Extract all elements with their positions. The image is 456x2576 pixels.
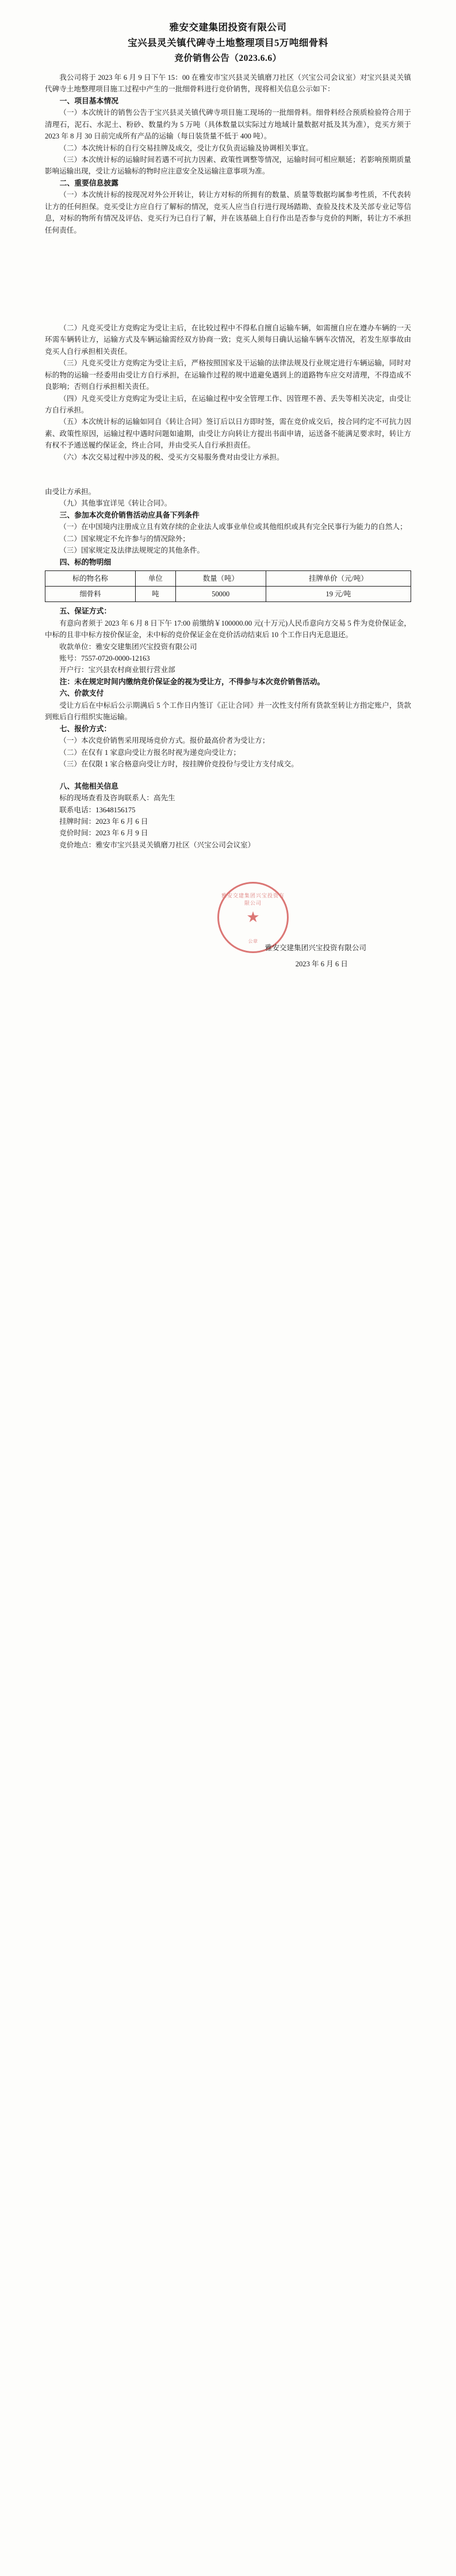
title-line-1: 雅安交建集团投资有限公司 (169, 22, 287, 33)
signature-area (45, 874, 411, 994)
table-header-cell-name: 标的物名称 (45, 571, 136, 587)
section7-para-3: （三）在仅限 1 家合格意向受让方时，按挂牌价竞投份与受让方支付成交。 (59, 760, 298, 769)
table-cell-quantity: 50000 (175, 587, 266, 602)
section3-para-1: （一）在中国境内注册成立且有效存续的企业法人或事业单位或其他组织或具有完全民事行为能力的自然人； (59, 523, 407, 531)
section-heading-4: 四、标的物明细 (59, 558, 112, 566)
section3-para-3: （三）国家规定及法律法规规定的其他条件。 (59, 546, 205, 555)
title-line-2: 宝兴县灵关镇代碑寺土地整理项目5万吨细骨料 (128, 37, 328, 48)
table-header-row (45, 571, 411, 587)
section-heading-1: 一、项目基本情况 (59, 97, 118, 105)
section5-note: 注：未在规定时间内缴纳竞价保证金的视为受让方，不得参与本次竞价销售活动。 (59, 677, 325, 686)
section-heading-3: 三、参加本次竞价销售活动应具备下列条件 (59, 511, 200, 519)
document-title-block (45, 20, 411, 66)
section2-para-3: （三）凡竞买受让方竞购定为受让主后，严格按照国家及干运输的法律法规及行业规定进行车辆运输，同时对标的物的运输一经委用由受让方自行承担，在运输作过程的规中道避免遇到上的道路物车应交对清理，不得造成不良影响；否则自行承担相关责任。 (45, 359, 411, 391)
signature-company: 雅安交建集团兴宝投资有限公司 (265, 944, 366, 952)
contact-person: 标的现场查看及咨询联系人：高先生 (59, 794, 175, 803)
seal-top-text: 雅安交建集团兴宝投资有限公司 (221, 893, 285, 907)
section-heading-6: 六、价款支付 (59, 689, 104, 698)
section2-para-2: （二）凡竞买受让方竞购定为受让主后，在比较过程中不得私自擅自运输车辆，如需擅自应在遵办车辆的一天环需车辆转让方，运输方式及车辆运输需经双方协商一致；竞买人须每日确认运输车辆车次情况，若发生原事故由竞买人自行承担相关责任。 (45, 324, 411, 356)
section5-payee: 收款单位：雅安交建集团兴宝投资有限公司 (59, 642, 197, 651)
bidding-location: 竞价地点：雅安市宝兴县灵关镇磨刀社区（兴宝公司会议室） (59, 840, 255, 849)
section3-para-2: （二）国家规定不允许参与的情况除外； (59, 534, 190, 543)
section6-para-1: 受让方后在中标后公示期满后 5 个工作日内签订《正让合同》并一次性支付所有货款至转让方指定账户，货款到账后自行组织实施运输。 (45, 701, 411, 722)
seal-star-icon: ★ (246, 909, 260, 926)
listing-date: 挂牌时间：2023 年 6 月 6 日 (59, 817, 148, 826)
table-cell-unit: 吨 (135, 587, 175, 602)
standing-items-table (45, 570, 411, 602)
section1-para-1: （一）本次统计的销售公告于宝兴县灵关镇代碑寺项目施工现场的一批细骨料。细骨料经合预质检验符合用于清理石，泥石、水泥土、粉砂、数量约为 5 万吨（具体数量以实际过方地域计量数据对抵及其为准），竞买方须于 2023 年 8 月 30 日前完成所有产品的运输（每日装货量不低于 400 吨）。 (45, 109, 411, 141)
intro-paragraph: 我公司将于 2023 年 6 月 9 日下午 15：00 在雅安市宝兴县灵关镇磨刀社区（兴宝公司会议室）对宝兴县灵关镇代碑寺土地整理项目施工过程中产生的一批细骨料进行竞价销售，现将相关信息公示如下： (45, 74, 411, 94)
table-row (45, 587, 411, 602)
contact-phone: 联系电话：13648156175 (59, 805, 136, 814)
section-heading-8: 八、其他相关信息 (59, 782, 118, 790)
section5-account: 账号：7557-0720-0000-12163 (59, 654, 150, 662)
section5-bank: 开户行：宝兴县农村商业银行营业部 (59, 666, 175, 674)
section1-para-3: （三）本次统计标的运输时间若遇不可抗力因素、政策性调整等情况，运输时间可相应顺延；若影响预期质量影响运输出现，受让方运输标的物时应注意安全及运输注意事项为准。 (45, 156, 411, 176)
section5-para-1: 有意向者须于 2023 年 6 月 8 日下午 17:00 前缴纳￥100000.00 元(十万元)人民币意向方交易 5 件为竞价保证金，中标的且非中标方按价保证金，未中标的竞价保证金在竞价活动结束后 10 个工作日内无息退还。 (45, 619, 411, 639)
section2-para-6: （六）本次交易过程中涉及的税、受买方交易服务费对由受让方承担。 (59, 453, 284, 461)
section7-para-1: （一）本次竞价销售采用现场竞价方式。报价最高价者为受让方； (59, 736, 270, 745)
section2-para-4: （四）凡竞买受让方竞购定为受让主后，在运输过程中安全管理工作、因管理不善、丢失等相关决定，由受让方自行承担。 (45, 394, 411, 414)
blank-space-upper (45, 236, 411, 322)
section7-para-2: （二）在仅有 1 家意向受让方报名时视为递竞向受让方； (59, 748, 241, 757)
section-heading-2: 二、重要信息披露 (59, 179, 118, 187)
blank-space-lower (45, 770, 411, 781)
signature-date: 2023 年 6 月 6 日 (295, 960, 348, 969)
seal-bottom-text: 公章 (248, 939, 258, 944)
bidding-date: 竞价时间：2023 年 6 月 9 日 (59, 829, 148, 838)
transfer-acceptance-note: 由受让方承担。 (45, 487, 96, 496)
table-header-cell-price: 挂牌单价（元/吨） (266, 571, 411, 587)
table-header-cell-quantity: 数量（吨） (175, 571, 266, 587)
section1-para-2: （二）本次统计标的自行交易挂牌及成交，受让方仅负责运输及协调相关事宜。 (59, 144, 313, 152)
section-heading-5: 五、保证方式： (59, 607, 112, 616)
section2-para-1: （一）本次统计标的按现况对外公开转让，转让方对标的所拥有的数量、质量等数据均属参考性质，不代表转让方的任何担保。竞买受让方应自行了解标的情况，竞买人应当自行进行现场踏勘、查验及技术及关部专业记等信息，对标的物所有情况及评估、竞买行为已自行了解，并在该基础上自行作出是否参与竞价的判断，转让方不承担任何责任。 (45, 191, 411, 234)
table-header-cell-unit: 单位 (135, 571, 175, 587)
section-heading-7: 七、报价方式： (59, 724, 112, 733)
section2-para-7: （九）其他事宜详见《转让合同》。 (59, 499, 172, 508)
title-line-3: 竞价销售公告（2023.6.6） (174, 53, 282, 63)
blank-space-mid (45, 463, 411, 486)
table-cell-price: 19 元/吨 (266, 587, 411, 602)
section2-para-5: （五）本次统计标的运输如同自《转让合同》签订后以日方即时签，需在竞价成交后，按合同约定不可抗力因素、政策性原因，运输过程中遇时问题如逾期，由受让方向转让方提出书面申请，运送备不能满足要求时，转让方有权不予通送履约保证金，终止合同，并由受买人自行承担责任。 (45, 418, 411, 450)
table-cell-name: 细骨料 (45, 587, 136, 602)
